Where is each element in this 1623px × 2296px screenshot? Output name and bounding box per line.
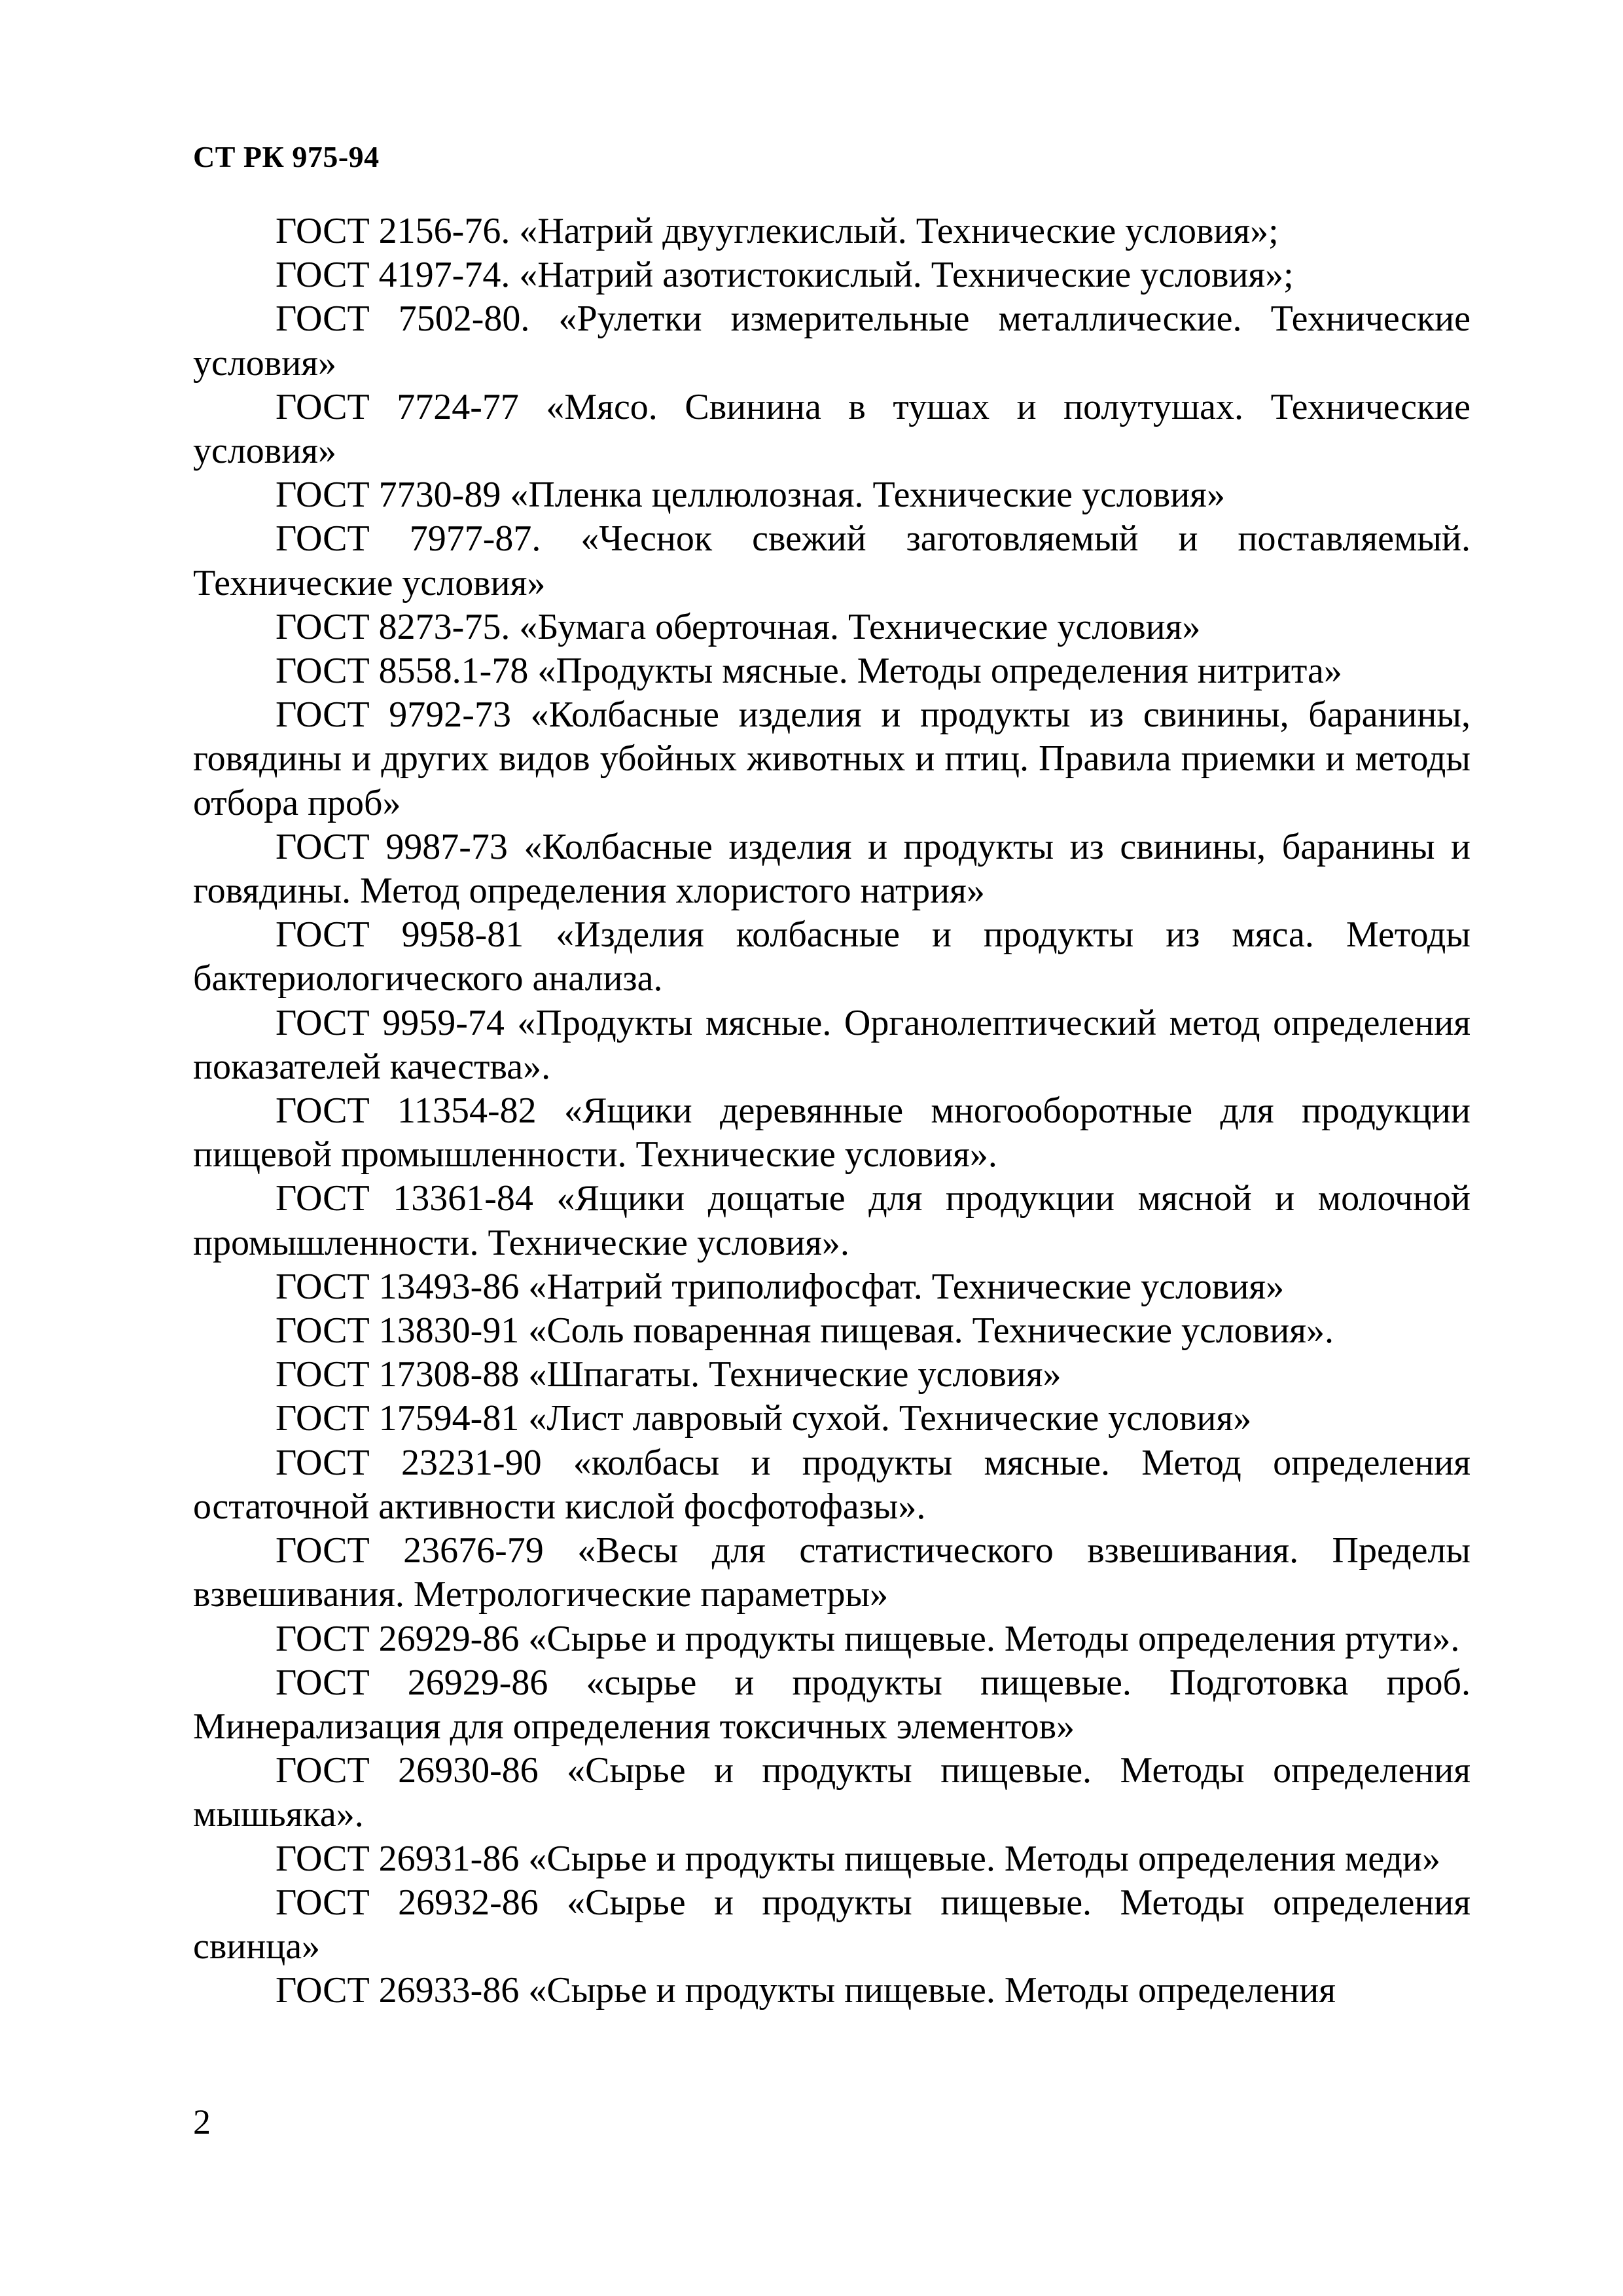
reference-item: ГОСТ 4197-74. «Натрий азотистокислый. Технические условия»; bbox=[276, 255, 1294, 296]
reference-item: ГОСТ 26930-86 «Сырье и продукты пищевые. Методы определения мышьяка». bbox=[193, 1750, 1471, 1835]
reference-item: ГОСТ 11354-82 «Ящики деревянные многооборотные для продукции пищевой промышленности. Технические условия». bbox=[193, 1090, 1471, 1175]
reference-item: ГОСТ 7730-89 «Пленка целлюлозная. Технические условия» bbox=[276, 475, 1225, 516]
reference-item: ГОСТ 7977-87. «Чеснок свежий заготовляемый и поставляемый. Технические условия» bbox=[193, 518, 1471, 603]
reference-item: ГОСТ 23231-90 «колбасы и продукты мясные. Метод определения остаточной активности кислой фосфотофазы». bbox=[193, 1442, 1471, 1527]
reference-item: ГОСТ 9958-81 «Изделия колбасные и продукты из мяса. Методы бактериологического анализа. bbox=[193, 914, 1471, 999]
reference-item: ГОСТ 8273-75. «Бумага оберточная. Технические условия» bbox=[276, 606, 1201, 647]
reference-item: ГОСТ 9959-74 «Продукты мясные. Органолептический метод определения показателей качества». bbox=[193, 1002, 1471, 1087]
reference-item: ГОСТ 17308-88 «Шпагаты. Технические условия» bbox=[276, 1354, 1061, 1395]
normative-references-list bbox=[193, 209, 1471, 2013]
reference-item: ГОСТ 26929-86 «сырье и продукты пищевые. Подготовка проб. Минерализация для определения токсичных элементов» bbox=[193, 1662, 1471, 1747]
reference-item: ГОСТ 13361-84 «Ящики дощатые для продукции мясной и молочной промышленности. Технические условия». bbox=[193, 1178, 1471, 1263]
reference-item: ГОСТ 23676-79 «Весы для статистического взвешивания. Пределы взвешивания. Метрологические параметры» bbox=[193, 1530, 1471, 1615]
reference-item: ГОСТ 7724-77 «Мясо. Свинина в тушах и полутушах. Технические условия» bbox=[193, 386, 1471, 472]
reference-item: ГОСТ 26932-86 «Сырье и продукты пищевые. Методы определения свинца» bbox=[193, 1882, 1471, 1967]
reference-item: ГОСТ 26933-86 «Сырье и продукты пищевые. Методы определения bbox=[276, 1970, 1336, 2011]
reference-item: ГОСТ 26929-86 «Сырье и продукты пищевые. Методы определения ртути». bbox=[276, 1618, 1460, 1659]
reference-item: ГОСТ 26931-86 «Сырье и продукты пищевые. Методы определения меди» bbox=[276, 1838, 1440, 1879]
reference-item: ГОСТ 2156-76. «Натрий двууглекислый. Технические условия»; bbox=[276, 211, 1279, 251]
reference-item: ГОСТ 8558.1-78 «Продукты мясные. Методы определения нитрита» bbox=[276, 651, 1342, 692]
reference-item: ГОСТ 13830-91 «Соль поваренная пищевая. Технические условия». bbox=[276, 1310, 1334, 1352]
document-designation: СТ РК 975-94 bbox=[193, 140, 380, 173]
reference-item: ГОСТ 9987-73 «Колбасные изделия и продукты из свинины, баранины и говядины. Метод определения хлористого натрия» bbox=[193, 826, 1471, 912]
reference-item: ГОСТ 9792-73 «Колбасные изделия и продукты из свинины, баранины, говядины и других видов убойных животных и птиц. Правила приемки и методы отбора проб» bbox=[193, 694, 1471, 823]
reference-item: ГОСТ 13493-86 «Натрий триполифосфат. Технические условия» bbox=[276, 1266, 1285, 1307]
reference-item: ГОСТ 7502-80. «Рулетки измерительные металлические. Технические условия» bbox=[193, 298, 1471, 384]
reference-item: ГОСТ 17594-81 «Лист лавровый сухой. Технические условия» bbox=[276, 1398, 1252, 1439]
page-number: 2 bbox=[193, 2102, 211, 2142]
